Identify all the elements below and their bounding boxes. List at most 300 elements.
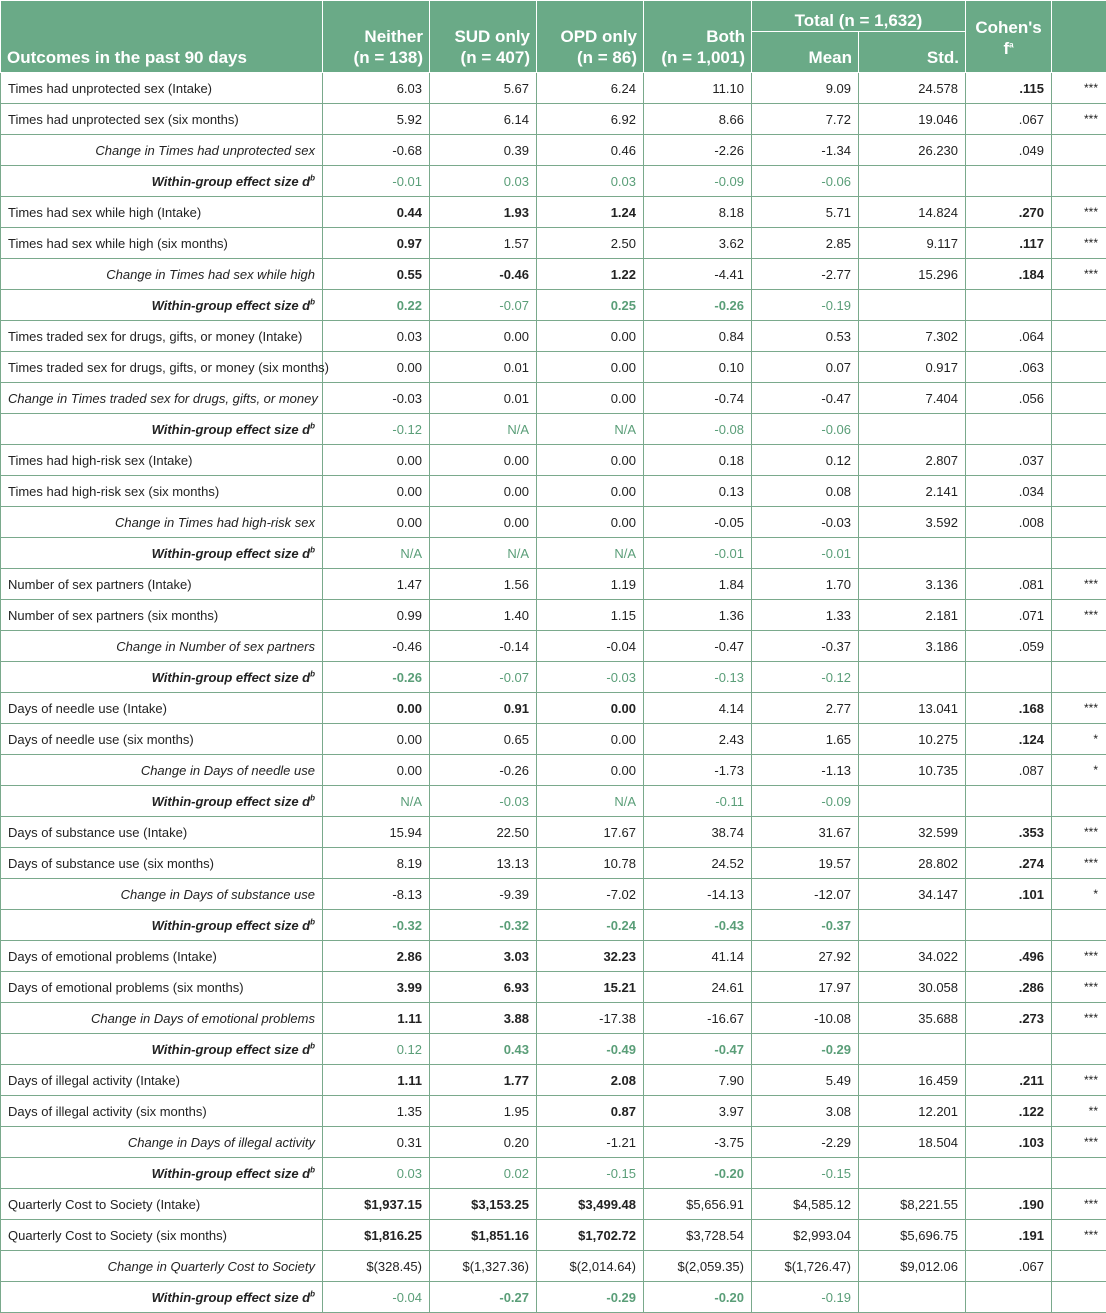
- significance-stars: [1052, 352, 1106, 383]
- total-mean-value: -0.12: [752, 662, 859, 693]
- significance-stars: [1052, 1251, 1106, 1282]
- total-mean-value: 17.97: [752, 972, 859, 1003]
- total-mean-value: 19.57: [752, 848, 859, 879]
- row-label: Change in Quarterly Cost to Society: [1, 1251, 323, 1282]
- cohens-f-value: [966, 290, 1052, 321]
- neither-value: -0.68: [323, 135, 430, 166]
- opd-only-value: 6.24: [537, 73, 644, 104]
- both-value: -2.26: [644, 135, 752, 166]
- table-body: [1, 73, 1106, 1313]
- total-std-value: 10.735: [859, 755, 966, 786]
- both-value: -0.47: [644, 1034, 752, 1065]
- both-value: -16.67: [644, 1003, 752, 1034]
- header-significance: [1052, 1, 1106, 73]
- significance-stars: ***: [1052, 1065, 1106, 1096]
- neither-value: 0.00: [323, 693, 430, 724]
- header-sud-only: SUD only (n = 407): [430, 1, 537, 73]
- opd-only-value: N/A: [537, 414, 644, 445]
- neither-value: 3.99: [323, 972, 430, 1003]
- opd-only-value: 1.22: [537, 259, 644, 290]
- total-std-value: $9,012.06: [859, 1251, 966, 1282]
- opd-only-value: -17.38: [537, 1003, 644, 1034]
- cohens-f-value: .087: [966, 755, 1052, 786]
- opd-only-value: 6.92: [537, 104, 644, 135]
- total-std-value: 12.201: [859, 1096, 966, 1127]
- both-value: -0.01: [644, 538, 752, 569]
- row-label: Change in Times had unprotected sex: [1, 135, 323, 166]
- opd-only-value: -0.15: [537, 1158, 644, 1189]
- both-value: -1.73: [644, 755, 752, 786]
- header-outcomes: Outcomes in the past 90 days: [1, 1, 323, 73]
- total-std-value: 10.275: [859, 724, 966, 755]
- row-label: Within-group effect size $d^b$: [1, 1282, 323, 1313]
- total-mean-value: 31.67: [752, 817, 859, 848]
- total-mean-value: -0.47: [752, 383, 859, 414]
- effect-size-row: [1, 910, 1106, 941]
- opd-only-value: 10.78: [537, 848, 644, 879]
- total-mean-value: -2.29: [752, 1127, 859, 1158]
- both-value: 3.62: [644, 228, 752, 259]
- total-mean-value: 1.65: [752, 724, 859, 755]
- row-label: Change in Days of emotional problems: [1, 1003, 323, 1034]
- significance-stars: [1052, 445, 1106, 476]
- total-mean-value: 3.08: [752, 1096, 859, 1127]
- effect-size-row: [1, 1282, 1106, 1313]
- significance-stars: [1052, 1158, 1106, 1189]
- row-label: Change in Times traded sex for drugs, gifts, or money: [1, 383, 323, 414]
- total-std-value: 3.186: [859, 631, 966, 662]
- neither-value: 0.00: [323, 352, 430, 383]
- change-row: [1, 259, 1106, 290]
- total-mean-value: 0.07: [752, 352, 859, 383]
- sud-only-value: 5.67: [430, 73, 537, 104]
- change-row: [1, 631, 1106, 662]
- header-total: Total (n = 1,632): [752, 1, 966, 32]
- both-value: 38.74: [644, 817, 752, 848]
- significance-stars: ***: [1052, 73, 1106, 104]
- total-mean-value: 0.53: [752, 321, 859, 352]
- cohens-f-value: [966, 662, 1052, 693]
- sud-only-value: 6.14: [430, 104, 537, 135]
- both-value: $5,656.91: [644, 1189, 752, 1220]
- cohens-f-value: .274: [966, 848, 1052, 879]
- table-row: [1, 1189, 1106, 1220]
- total-std-value: 32.599: [859, 817, 966, 848]
- total-std-value: [859, 414, 966, 445]
- sud-only-value: $(1,327.36): [430, 1251, 537, 1282]
- row-label: Days of illegal activity (six months): [1, 1096, 323, 1127]
- cohens-f-value: [966, 1158, 1052, 1189]
- row-label: Times had high-risk sex (six months): [1, 476, 323, 507]
- row-label: Within-group effect size $d^b$: [1, 786, 323, 817]
- both-value: -14.13: [644, 879, 752, 910]
- row-label: Times had sex while high (Intake): [1, 197, 323, 228]
- opd-only-value: 0.00: [537, 445, 644, 476]
- total-mean-value: -12.07: [752, 879, 859, 910]
- neither-value: 0.00: [323, 507, 430, 538]
- header-std: Std.: [859, 32, 966, 73]
- cohens-f-value: .049: [966, 135, 1052, 166]
- opd-only-value: -0.04: [537, 631, 644, 662]
- sud-only-value: 0.43: [430, 1034, 537, 1065]
- significance-stars: [1052, 135, 1106, 166]
- both-value: 2.43: [644, 724, 752, 755]
- total-std-value: 2.807: [859, 445, 966, 476]
- sud-only-value: -0.07: [430, 662, 537, 693]
- neither-value: 15.94: [323, 817, 430, 848]
- cohens-f-value: [966, 538, 1052, 569]
- neither-value: N/A: [323, 786, 430, 817]
- cohens-f-value: [966, 1034, 1052, 1065]
- change-row: [1, 1251, 1106, 1282]
- sud-only-value: 1.77: [430, 1065, 537, 1096]
- sud-only-value: 0.39: [430, 135, 537, 166]
- significance-stars: [1052, 910, 1106, 941]
- total-std-value: 30.058: [859, 972, 966, 1003]
- total-std-value: [859, 786, 966, 817]
- opd-only-value: 0.00: [537, 321, 644, 352]
- neither-value: 1.47: [323, 569, 430, 600]
- significance-stars: ***: [1052, 848, 1106, 879]
- significance-stars: ***: [1052, 972, 1106, 1003]
- significance-stars: *: [1052, 755, 1106, 786]
- both-value: $3,728.54: [644, 1220, 752, 1251]
- both-value: 4.14: [644, 693, 752, 724]
- sud-only-value: 22.50: [430, 817, 537, 848]
- opd-only-value: 15.21: [537, 972, 644, 1003]
- sud-only-value: -0.14: [430, 631, 537, 662]
- total-mean-value: -0.19: [752, 1282, 859, 1313]
- both-value: 7.90: [644, 1065, 752, 1096]
- cohens-f-value: .273: [966, 1003, 1052, 1034]
- total-std-value: $8,221.55: [859, 1189, 966, 1220]
- neither-value: 0.00: [323, 445, 430, 476]
- cohens-f-value: .353: [966, 817, 1052, 848]
- opd-only-value: 0.00: [537, 476, 644, 507]
- total-std-value: 19.046: [859, 104, 966, 135]
- row-label: Times traded sex for drugs, gifts, or money (six months): [1, 352, 323, 383]
- opd-only-value: 0.00: [537, 352, 644, 383]
- total-std-value: 2.181: [859, 600, 966, 631]
- sud-only-value: -0.32: [430, 910, 537, 941]
- total-mean-value: -1.34: [752, 135, 859, 166]
- total-std-value: [859, 662, 966, 693]
- sud-only-value: 0.20: [430, 1127, 537, 1158]
- table-row: [1, 569, 1106, 600]
- significance-stars: ***: [1052, 104, 1106, 135]
- row-label: Change in Days of illegal activity: [1, 1127, 323, 1158]
- significance-stars: [1052, 786, 1106, 817]
- total-mean-value: 2.85: [752, 228, 859, 259]
- both-value: -0.09: [644, 166, 752, 197]
- total-std-value: 16.459: [859, 1065, 966, 1096]
- total-std-value: [859, 1282, 966, 1313]
- neither-value: 1.11: [323, 1065, 430, 1096]
- significance-stars: ***: [1052, 259, 1106, 290]
- cohens-f-value: .124: [966, 724, 1052, 755]
- opd-only-value: $(2,014.64): [537, 1251, 644, 1282]
- significance-stars: [1052, 507, 1106, 538]
- table-row: [1, 1096, 1106, 1127]
- total-std-value: 3.592: [859, 507, 966, 538]
- row-label: Times had sex while high (six months): [1, 228, 323, 259]
- change-row: [1, 383, 1106, 414]
- significance-stars: ***: [1052, 1127, 1106, 1158]
- both-value: -0.13: [644, 662, 752, 693]
- cohens-f-value: .191: [966, 1220, 1052, 1251]
- table-row: [1, 476, 1106, 507]
- cohens-f-value: .067: [966, 104, 1052, 135]
- sud-only-value: -0.07: [430, 290, 537, 321]
- sud-only-value: 1.56: [430, 569, 537, 600]
- total-mean-value: -0.37: [752, 910, 859, 941]
- cohens-f-value: .064: [966, 321, 1052, 352]
- opd-only-value: 0.00: [537, 724, 644, 755]
- significance-stars: ***: [1052, 693, 1106, 724]
- total-mean-value: 1.70: [752, 569, 859, 600]
- significance-stars: [1052, 1034, 1106, 1065]
- significance-stars: [1052, 662, 1106, 693]
- change-row: [1, 755, 1106, 786]
- sud-only-value: 0.91: [430, 693, 537, 724]
- both-value: 41.14: [644, 941, 752, 972]
- neither-value: 0.12: [323, 1034, 430, 1065]
- row-label: Quarterly Cost to Society (six months): [1, 1220, 323, 1251]
- total-mean-value: 0.08: [752, 476, 859, 507]
- opd-only-value: $3,499.48: [537, 1189, 644, 1220]
- opd-only-value: N/A: [537, 538, 644, 569]
- significance-stars: *: [1052, 724, 1106, 755]
- opd-only-value: 0.87: [537, 1096, 644, 1127]
- total-mean-value: -0.29: [752, 1034, 859, 1065]
- total-mean-value: -0.09: [752, 786, 859, 817]
- cohens-f-value: .037: [966, 445, 1052, 476]
- sud-only-value: N/A: [430, 414, 537, 445]
- opd-only-value: 0.00: [537, 383, 644, 414]
- neither-value: -0.26: [323, 662, 430, 693]
- total-std-value: 15.296: [859, 259, 966, 290]
- table-row: [1, 197, 1106, 228]
- row-label: Change in Number of sex partners: [1, 631, 323, 662]
- total-mean-value: -0.15: [752, 1158, 859, 1189]
- table-row: [1, 848, 1106, 879]
- row-label: Within-group effect size $d^b$: [1, 1034, 323, 1065]
- total-std-value: 26.230: [859, 135, 966, 166]
- cohens-f-value: .184: [966, 259, 1052, 290]
- table-row: [1, 1220, 1106, 1251]
- cohens-f-value: .101: [966, 879, 1052, 910]
- both-value: -3.75: [644, 1127, 752, 1158]
- both-value: 0.18: [644, 445, 752, 476]
- row-label: Within-group effect size $d^b$: [1, 290, 323, 321]
- total-mean-value: -1.13: [752, 755, 859, 786]
- both-value: -0.08: [644, 414, 752, 445]
- cohens-f-value: .496: [966, 941, 1052, 972]
- effect-size-row: [1, 290, 1106, 321]
- sud-only-value: N/A: [430, 538, 537, 569]
- significance-stars: [1052, 166, 1106, 197]
- sud-only-value: -0.03: [430, 786, 537, 817]
- table-row: [1, 724, 1106, 755]
- neither-value: 0.00: [323, 476, 430, 507]
- cohens-f-value: .190: [966, 1189, 1052, 1220]
- both-value: -4.41: [644, 259, 752, 290]
- significance-stars: [1052, 538, 1106, 569]
- table-row: [1, 321, 1106, 352]
- neither-value: $1,816.25: [323, 1220, 430, 1251]
- neither-value: -0.12: [323, 414, 430, 445]
- both-value: -0.74: [644, 383, 752, 414]
- row-label: Within-group effect size $d^b$: [1, 910, 323, 941]
- change-row: [1, 135, 1106, 166]
- both-value: -0.47: [644, 631, 752, 662]
- both-value: $(2,059.35): [644, 1251, 752, 1282]
- table-row: [1, 228, 1106, 259]
- both-value: 0.84: [644, 321, 752, 352]
- cohens-f-value: .056: [966, 383, 1052, 414]
- total-mean-value: -0.37: [752, 631, 859, 662]
- row-label: Within-group effect size $d^b$: [1, 538, 323, 569]
- cohens-f-value: .067: [966, 1251, 1052, 1282]
- row-label: Times had unprotected sex (Intake): [1, 73, 323, 104]
- neither-value: 2.86: [323, 941, 430, 972]
- opd-only-value: -1.21: [537, 1127, 644, 1158]
- both-value: -0.05: [644, 507, 752, 538]
- effect-size-row: [1, 166, 1106, 197]
- neither-value: -0.04: [323, 1282, 430, 1313]
- cohens-f-value: .115: [966, 73, 1052, 104]
- row-label: Days of substance use (six months): [1, 848, 323, 879]
- significance-stars: [1052, 321, 1106, 352]
- sud-only-value: 0.65: [430, 724, 537, 755]
- both-value: 1.36: [644, 600, 752, 631]
- significance-stars: ***: [1052, 1189, 1106, 1220]
- total-std-value: 7.404: [859, 383, 966, 414]
- cohens-f-value: .063: [966, 352, 1052, 383]
- neither-value: N/A: [323, 538, 430, 569]
- cohens-f-value: .008: [966, 507, 1052, 538]
- row-label: Quarterly Cost to Society (Intake): [1, 1189, 323, 1220]
- total-std-value: 35.688: [859, 1003, 966, 1034]
- total-mean-value: 7.72: [752, 104, 859, 135]
- cohens-f-value: [966, 166, 1052, 197]
- neither-value: 0.03: [323, 321, 430, 352]
- neither-value: 0.99: [323, 600, 430, 631]
- significance-stars: [1052, 414, 1106, 445]
- neither-value: -8.13: [323, 879, 430, 910]
- cohens-f-value: .071: [966, 600, 1052, 631]
- both-value: 3.97: [644, 1096, 752, 1127]
- total-mean-value: -0.01: [752, 538, 859, 569]
- neither-value: -0.46: [323, 631, 430, 662]
- sud-only-value: -0.46: [430, 259, 537, 290]
- opd-only-value: 1.24: [537, 197, 644, 228]
- total-mean-value: -0.03: [752, 507, 859, 538]
- both-value: 1.84: [644, 569, 752, 600]
- neither-value: 0.55: [323, 259, 430, 290]
- total-std-value: 3.136: [859, 569, 966, 600]
- total-std-value: [859, 1034, 966, 1065]
- row-label: Times had high-risk sex (Intake): [1, 445, 323, 476]
- total-mean-value: 5.71: [752, 197, 859, 228]
- opd-only-value: 0.46: [537, 135, 644, 166]
- total-std-value: 0.917: [859, 352, 966, 383]
- significance-stars: [1052, 476, 1106, 507]
- cohens-f-value: .122: [966, 1096, 1052, 1127]
- total-std-value: 14.824: [859, 197, 966, 228]
- opd-only-value: 0.03: [537, 166, 644, 197]
- row-label: Within-group effect size $d^b$: [1, 662, 323, 693]
- row-label: Change in Days of substance use: [1, 879, 323, 910]
- header-opd-only: OPD only (n = 86): [537, 1, 644, 73]
- sud-only-value: -9.39: [430, 879, 537, 910]
- neither-value: 0.97: [323, 228, 430, 259]
- both-value: 8.18: [644, 197, 752, 228]
- sud-only-value: 0.00: [430, 445, 537, 476]
- change-row: [1, 507, 1106, 538]
- both-value: 0.10: [644, 352, 752, 383]
- both-value: 24.52: [644, 848, 752, 879]
- opd-only-value: 0.00: [537, 755, 644, 786]
- total-mean-value: 1.33: [752, 600, 859, 631]
- neither-value: 5.92: [323, 104, 430, 135]
- row-label: Days of illegal activity (Intake): [1, 1065, 323, 1096]
- neither-value: $(328.45): [323, 1251, 430, 1282]
- neither-value: 0.03: [323, 1158, 430, 1189]
- neither-value: $1,937.15: [323, 1189, 430, 1220]
- neither-value: 1.11: [323, 1003, 430, 1034]
- neither-value: 0.00: [323, 755, 430, 786]
- opd-only-value: 2.08: [537, 1065, 644, 1096]
- neither-value: 0.22: [323, 290, 430, 321]
- opd-only-value: $1,702.72: [537, 1220, 644, 1251]
- total-std-value: 28.802: [859, 848, 966, 879]
- effect-size-row: [1, 414, 1106, 445]
- total-mean-value: 5.49: [752, 1065, 859, 1096]
- total-mean-value: -0.06: [752, 414, 859, 445]
- table-row: [1, 445, 1106, 476]
- cohens-f-value: .081: [966, 569, 1052, 600]
- row-label: Within-group effect size $d^b$: [1, 414, 323, 445]
- row-label: Within-group effect size $d^b$: [1, 166, 323, 197]
- sud-only-value: 1.40: [430, 600, 537, 631]
- neither-value: 6.03: [323, 73, 430, 104]
- significance-stars: [1052, 383, 1106, 414]
- effect-size-row: [1, 1158, 1106, 1189]
- total-mean-value: 2.77: [752, 693, 859, 724]
- sud-only-value: 6.93: [430, 972, 537, 1003]
- total-std-value: 13.041: [859, 693, 966, 724]
- opd-only-value: 2.50: [537, 228, 644, 259]
- neither-value: 0.44: [323, 197, 430, 228]
- total-std-value: [859, 166, 966, 197]
- row-label: Days of emotional problems (Intake): [1, 941, 323, 972]
- neither-value: 0.00: [323, 724, 430, 755]
- sud-only-value: $3,153.25: [430, 1189, 537, 1220]
- significance-stars: ***: [1052, 817, 1106, 848]
- total-std-value: [859, 290, 966, 321]
- both-value: -0.43: [644, 910, 752, 941]
- row-label: Number of sex partners (Intake): [1, 569, 323, 600]
- table-row: [1, 600, 1106, 631]
- change-row: [1, 1127, 1106, 1158]
- change-row: [1, 1003, 1106, 1034]
- header-both: Both (n = 1,001): [644, 1, 752, 73]
- sud-only-value: 0.01: [430, 352, 537, 383]
- table-row: [1, 972, 1106, 1003]
- opd-only-value: 1.19: [537, 569, 644, 600]
- opd-only-value: N/A: [537, 786, 644, 817]
